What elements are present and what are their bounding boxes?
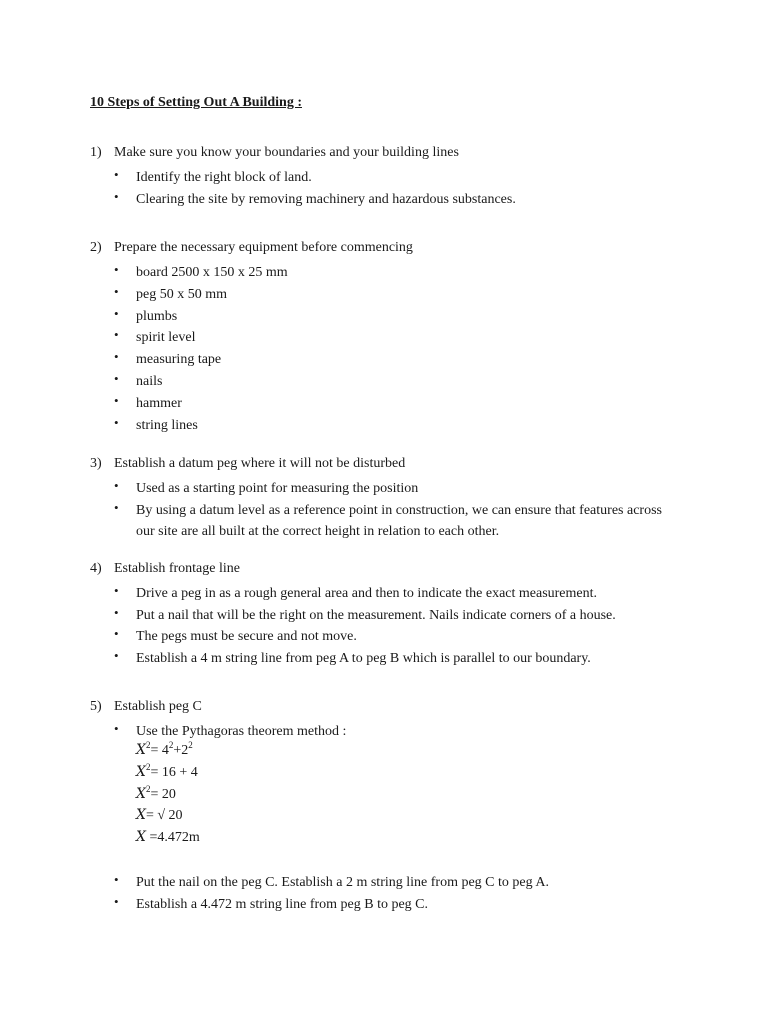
- bullet-icon: •: [114, 648, 119, 663]
- bullet-icon: •: [114, 478, 119, 493]
- step-number: 1): [90, 145, 102, 160]
- bullet-icon: •: [114, 306, 119, 321]
- step-heading-text: Establish peg C: [114, 699, 202, 714]
- step-number: 4): [90, 561, 102, 576]
- step-heading: [90, 240, 413, 256]
- bullet-icon: •: [114, 583, 119, 598]
- step-number: 2): [90, 240, 102, 255]
- step-heading-text: Make sure you know your boundaries and your building lines: [114, 145, 459, 160]
- document-title: 10 Steps of Setting Out A Building :: [90, 95, 302, 110]
- bullet-icon: •: [114, 500, 119, 515]
- equation-line-2: $X^2= 16 + 4$: [136, 762, 198, 780]
- step-number: 5): [90, 699, 102, 714]
- bullet-icon: •: [114, 349, 119, 364]
- bullet-icon: •: [114, 327, 119, 342]
- document-page: 10 Steps of Setting Out A Building : 1) Make sure you know your boundaries and your building lines • Identify the right block of land. • Clearing the site by removing machinery and hazardous substances. 2) Prepare the necessary equipment before commencing • board 2500 x 150 x 25 mm • peg 50 x 50 mm • plumbs • spirit level • measuring tape • nails • hammer • string lines 3) Establish a datum peg where it will not be disturbed • Used as a starting point for measuring the position • By using a datum level as a reference point in construction, we can ensure that features across our site are all built at the correct height in relation to each other. 4) Establish frontage line • Drive a peg in as a rough general area and then to indicate the exact measurement. • Put a nail that will be the right on the measurement. Nails indicate corners of a house. • The pegs must be secure and not move. • Establish a 4 m string line from peg A to peg B which is parallel to our boundary. 5) Establish peg C • Use the Pythagoras theorem method : $X^2= 4^2+2^2$ $X^2= 16 + 4$ $X^2= 20$ X= √ 20 X =4.472m • Put the nail on the peg C. Establish a 2 m string line from peg C to peg A. • Establish a 4.472 m string line from peg B to peg C.: [90, 95, 662, 912]
- bullet-icon: •: [114, 393, 119, 408]
- bullet-icon: •: [114, 721, 119, 736]
- bullet-icon: •: [114, 167, 119, 182]
- bullet-icon: •: [114, 894, 119, 909]
- bullet-icon: •: [114, 371, 119, 386]
- bullet-icon: •: [114, 415, 119, 430]
- equation-line-5: X =4.472m: [136, 829, 200, 845]
- equation-line-1: $X^2= 4^2+2^2$: [136, 740, 193, 758]
- bullet-icon: •: [114, 872, 119, 887]
- equation-line-4: X= √ 20: [136, 807, 183, 823]
- bullet-icon: •: [114, 262, 119, 277]
- step-heading-text: Establish a datum peg where it will not be disturbed: [114, 456, 406, 471]
- step-heading: [90, 561, 240, 577]
- bullet-icon: •: [114, 189, 119, 204]
- step-number: 3): [90, 456, 102, 471]
- bullet-icon: •: [114, 626, 119, 641]
- step-heading: [90, 699, 202, 715]
- step-heading: [90, 145, 459, 161]
- equation-line-3: $X^2= 20$: [136, 784, 176, 802]
- step-heading-text: Establish frontage line: [114, 561, 240, 576]
- step-heading-text: Prepare the necessary equipment before commencing: [114, 240, 413, 255]
- step-heading: [90, 456, 405, 472]
- bullet-icon: •: [114, 284, 119, 299]
- bullet-icon: •: [114, 605, 119, 620]
